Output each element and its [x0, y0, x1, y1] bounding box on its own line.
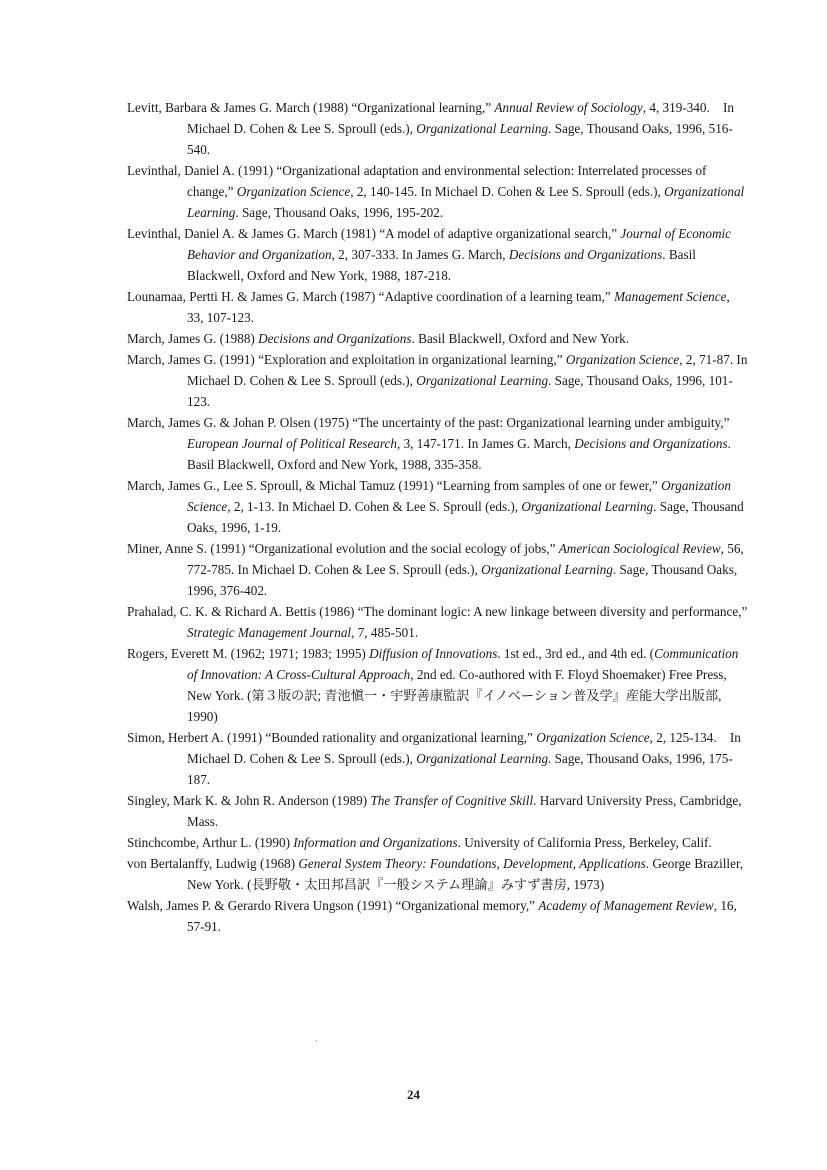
reference-text: . University of California Press, Berkeley, Calif.	[457, 835, 712, 850]
reference-text: Levinthal, Daniel A. & James G. March (1981) “A model of adaptive organizational search,”	[127, 226, 621, 241]
reference-text: March, James G. (1988)	[127, 331, 259, 346]
reference-title-italic: Organizational Learning	[416, 751, 549, 766]
reference-entry	[127, 223, 749, 286]
reference-text: . Sage, Thousand Oaks, 1996, 376-402.	[187, 562, 738, 598]
reference-title-italic: Decisions and Organizations	[258, 331, 412, 346]
reference-title-italic: Organization Science	[565, 352, 680, 367]
reference-title-italic: Annual Review of Sociology	[494, 100, 643, 115]
reference-title-italic: Decisions and Organizations	[508, 247, 663, 262]
reference-title-italic: European Journal of Political Research	[187, 436, 397, 451]
reference-title-italic: Communication of Innovation: A Cross-Cultural Approach	[187, 646, 739, 682]
reference-entry	[127, 895, 749, 937]
reference-text: , 16, 57-91.	[187, 898, 737, 934]
reference-text: , 2, 307-333. In James G. March,	[331, 247, 509, 262]
reference-text: , 56, 772-785. In Michael D. Cohen & Lee S. Sproull (eds.),	[187, 541, 744, 577]
reference-text: . Basil Blackwell, Oxford and New York, 1988, 335-358.	[187, 436, 731, 472]
reference-text: , 4, 319-340. In Michael D. Cohen & Lee S. Sproull (eds.),	[187, 100, 734, 136]
reference-entry	[127, 853, 749, 895]
reference-entry	[127, 286, 749, 328]
reference-text: . Sage, Thousand Oaks, 1996, 101-123.	[187, 373, 733, 409]
reference-entry	[127, 643, 749, 727]
reference-title-italic: Information and Organizations	[293, 835, 458, 850]
reference-text: . Sage, Thousand Oaks, 1996, 516-540.	[187, 121, 733, 157]
reference-text: . Basil Blackwell, Oxford and New York, 1988, 187-218.	[187, 247, 696, 283]
reference-text: . Sage, Thousand Oaks, 1996, 195-202.	[235, 205, 444, 220]
reference-title-italic: Academy of Management Review	[538, 898, 714, 913]
reference-title-italic: Organizational Learning	[187, 184, 745, 220]
reference-text: Rogers, Everett M. (1962; 1971; 1983; 1995)	[127, 646, 370, 661]
reference-title-italic: Organization Science	[536, 730, 650, 745]
reference-text: March, James G., Lee S. Sproull, & Michal Tamuz (1991) “Learning from samples of one or fewer,”	[127, 478, 662, 493]
reference-title-italic: Decisions and Organizations	[574, 436, 728, 451]
reference-text: , 2nd ed. Co-authored with F. Floyd Shoemaker) Free Press, New York. (第３版の訳; 青池愼一・宇野善康監訳『イノベーション普及学』産能大学出版部, 1990)	[187, 667, 727, 724]
reference-title-italic: The Transfer of Cognitive Skill	[370, 793, 534, 808]
reference-text: . Basil Blackwell, Oxford and New York.	[411, 331, 630, 346]
reference-text: . Sage, Thousand Oaks, 1996, 175-187.	[187, 751, 733, 787]
reference-entry	[127, 832, 749, 853]
reference-title-italic: Organization Science	[187, 478, 731, 514]
reference-text: . Sage, Thousand Oaks, 1996, 1-19.	[187, 499, 744, 535]
reference-title-italic: Organization Science	[236, 184, 351, 199]
reference-title-italic: American Sociological Review	[558, 541, 721, 556]
reference-title-italic: Strategic Management Journal	[187, 625, 352, 640]
reference-text: , 7, 485-501.	[351, 625, 419, 640]
reference-entry	[127, 475, 749, 538]
reference-entry	[127, 538, 749, 601]
reference-title-italic: Organizational Learning	[416, 121, 549, 136]
reference-text: , 2, 71-87. In Michael D. Cohen & Lee S. Sproull (eds.),	[187, 352, 748, 388]
reference-entry	[127, 412, 749, 475]
reference-text: von Bertalanffy, Ludwig (1968)	[127, 856, 299, 871]
reference-title-italic: Diffusion of Innovations	[369, 646, 498, 661]
reference-title-italic: Organizational Learning	[416, 373, 549, 388]
reference-text: . George Braziller, New York. (長野敬・太田邦昌訳『一般システム理論』みすず書房, 1973)	[187, 856, 744, 892]
reference-entry	[127, 97, 749, 160]
reference-text: Singley, Mark K. & John R. Anderson (1989)	[127, 793, 371, 808]
reference-text: Walsh, James P. & Gerardo Rivera Ungson (1991) “Organizational memory,”	[127, 898, 539, 913]
scan-speck	[316, 1040, 317, 1041]
reference-text: March, James G. & Johan P. Olsen (1975) “The uncertainty of the past: Organizational learning under ambiguity,”	[127, 415, 730, 430]
reference-text: Levinthal, Daniel A. (1991) “Organizational adaptation and environmental selection: Interrelated processes of change,”	[127, 163, 707, 199]
reference-text: , 2, 1-13. In Michael D. Cohen & Lee S. Sproull (eds.),	[227, 499, 522, 514]
reference-entry	[127, 160, 749, 223]
reference-text: , 2, 125-134. In Michael D. Cohen & Lee S. Sproull (eds.),	[187, 730, 741, 766]
page-number: 24	[407, 1087, 420, 1102]
reference-title-italic: Management Science	[614, 289, 727, 304]
reference-entry	[127, 790, 749, 832]
reference-text: Prahalad, C. K. & Richard A. Bettis (1986) “The dominant logic: A new linkage between diversity and performance,”	[127, 604, 748, 619]
reference-text: Levitt, Barbara & James G. March (1988) “Organizational learning,”	[127, 100, 495, 115]
reference-text: , 2, 140-145. In Michael D. Cohen & Lee S. Sproull (eds.),	[350, 184, 665, 199]
reference-title-italic: Journal of Economic Behavior and Organization	[187, 226, 732, 262]
reference-list	[127, 97, 749, 937]
reference-text: March, James G. (1991) “Exploration and exploitation in organizational learning,”	[127, 352, 566, 367]
reference-text: . 1st ed., 3rd ed., and 4th ed. (	[497, 646, 655, 661]
reference-text: Miner, Anne S. (1991) “Organizational evolution and the social ecology of jobs,”	[127, 541, 559, 556]
reference-entry	[127, 601, 749, 643]
reference-text: , 33, 107-123.	[187, 289, 730, 325]
reference-title-italic: General System Theory: Foundations, Development, Applications	[298, 856, 646, 871]
reference-text: . Harvard University Press, Cambridge, Mass.	[187, 793, 742, 829]
reference-title-italic: Organizational Learning	[481, 562, 613, 577]
reference-text: Simon, Herbert A. (1991) “Bounded rationality and organizational learning,”	[127, 730, 537, 745]
reference-entry	[127, 328, 749, 349]
reference-text: Lounamaa, Pertti H. & James G. March (1987) “Adaptive coordination of a learning team,”	[127, 289, 615, 304]
reference-text: Stinchcombe, Arthur L. (1990)	[127, 835, 294, 850]
reference-title-italic: Organizational Learning	[521, 499, 654, 514]
reference-entry	[127, 349, 749, 412]
reference-entry	[127, 727, 749, 790]
reference-text: , 3, 147-171. In James G. March,	[396, 436, 575, 451]
